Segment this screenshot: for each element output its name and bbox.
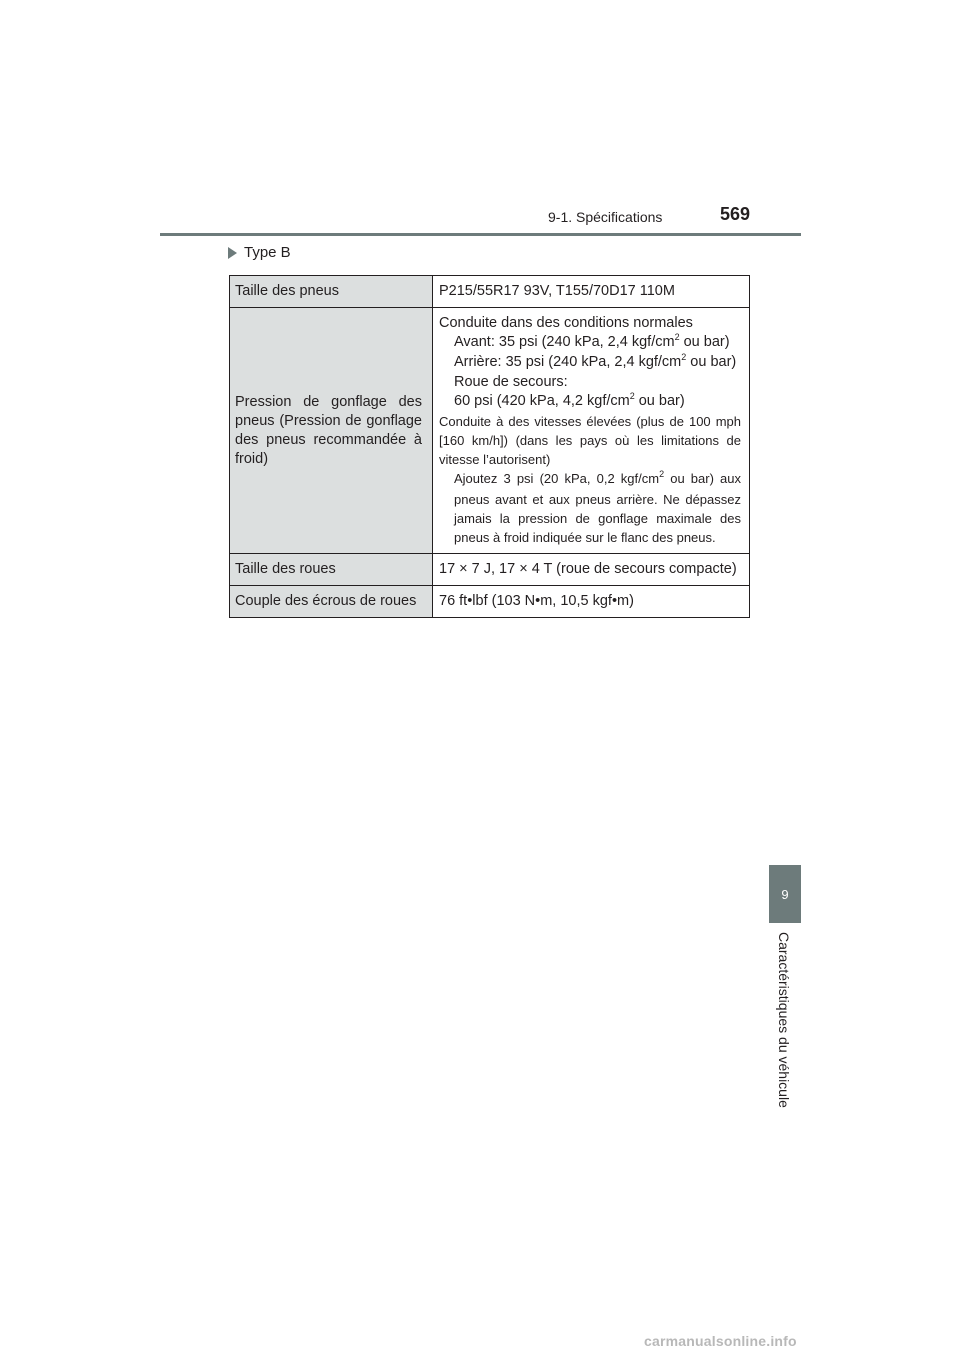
tire-size-label: Taille des pneus	[230, 276, 433, 308]
subheading-label: Type B	[244, 244, 291, 261]
lug-nut-torque-label: Couple des écrous de roues	[230, 586, 433, 618]
tire-size-value: P215/55R17 93V, T155/70D17 110M	[433, 276, 750, 308]
table-row	[230, 308, 750, 554]
section-title: 9-1. Spécifications	[548, 209, 663, 225]
chapter-tab	[769, 865, 801, 923]
header-divider	[160, 233, 801, 236]
high-speed-instruction: Ajoutez 3 psi (20 kPa, 0,2 kgf/$cm^2$ ou bar) aux pneus avant et aux pneus arrière. Ne dépassez jamais la pression de gonflage maximale des pneus à froid indiquée sur le flanc des pneus.	[454, 469, 741, 545]
pressure-value	[433, 308, 750, 554]
spare-pressure: 60 psi (420 kPa, 4,2 kgf/$cm^2$ ou bar)	[454, 391, 685, 409]
rear-pressure: Arrière: 35 psi (240 kPa, 2,4 kgf/$cm^2$ ou bar)	[454, 352, 737, 370]
table-row	[230, 276, 750, 308]
chapter-number: 9	[781, 886, 789, 902]
spare-heading: Roue de secours:	[454, 374, 568, 390]
watermark: carmanualsonline.info	[644, 1333, 797, 1349]
subheading	[228, 244, 291, 261]
pressure-label: Pression de gonflage des pneus (Pression de gonflage des pneus recommandée à froid)	[230, 308, 433, 554]
page-number: 569	[720, 204, 751, 224]
normal-driving-heading: Conduite dans des conditions normales	[439, 315, 693, 331]
front-pressure: Avant: 35 psi (240 kPa, 2,4 kgf/$cm^2$ ou bar)	[454, 332, 730, 350]
high-speed-heading: Conduite à des vitesses élevées (plus de 100 mph [160 km/h]) (dans les pays où les limitations de vitesse l’autorisent)	[439, 414, 741, 467]
table-row	[230, 554, 750, 586]
wheel-size-label: Taille des roues	[230, 554, 433, 586]
wheel-size-value: 17 × 7 J, 17 × 4 T (roue de secours compacte)	[433, 554, 750, 586]
specifications-table	[229, 275, 750, 618]
triangle-bullet-icon	[228, 247, 237, 259]
table-row	[230, 586, 750, 618]
lug-nut-torque-value: 76 ft•lbf (103 N•m, 10,5 kgf•m)	[433, 586, 750, 618]
chapter-title: Caractéristiques du véhicule	[776, 932, 792, 1108]
